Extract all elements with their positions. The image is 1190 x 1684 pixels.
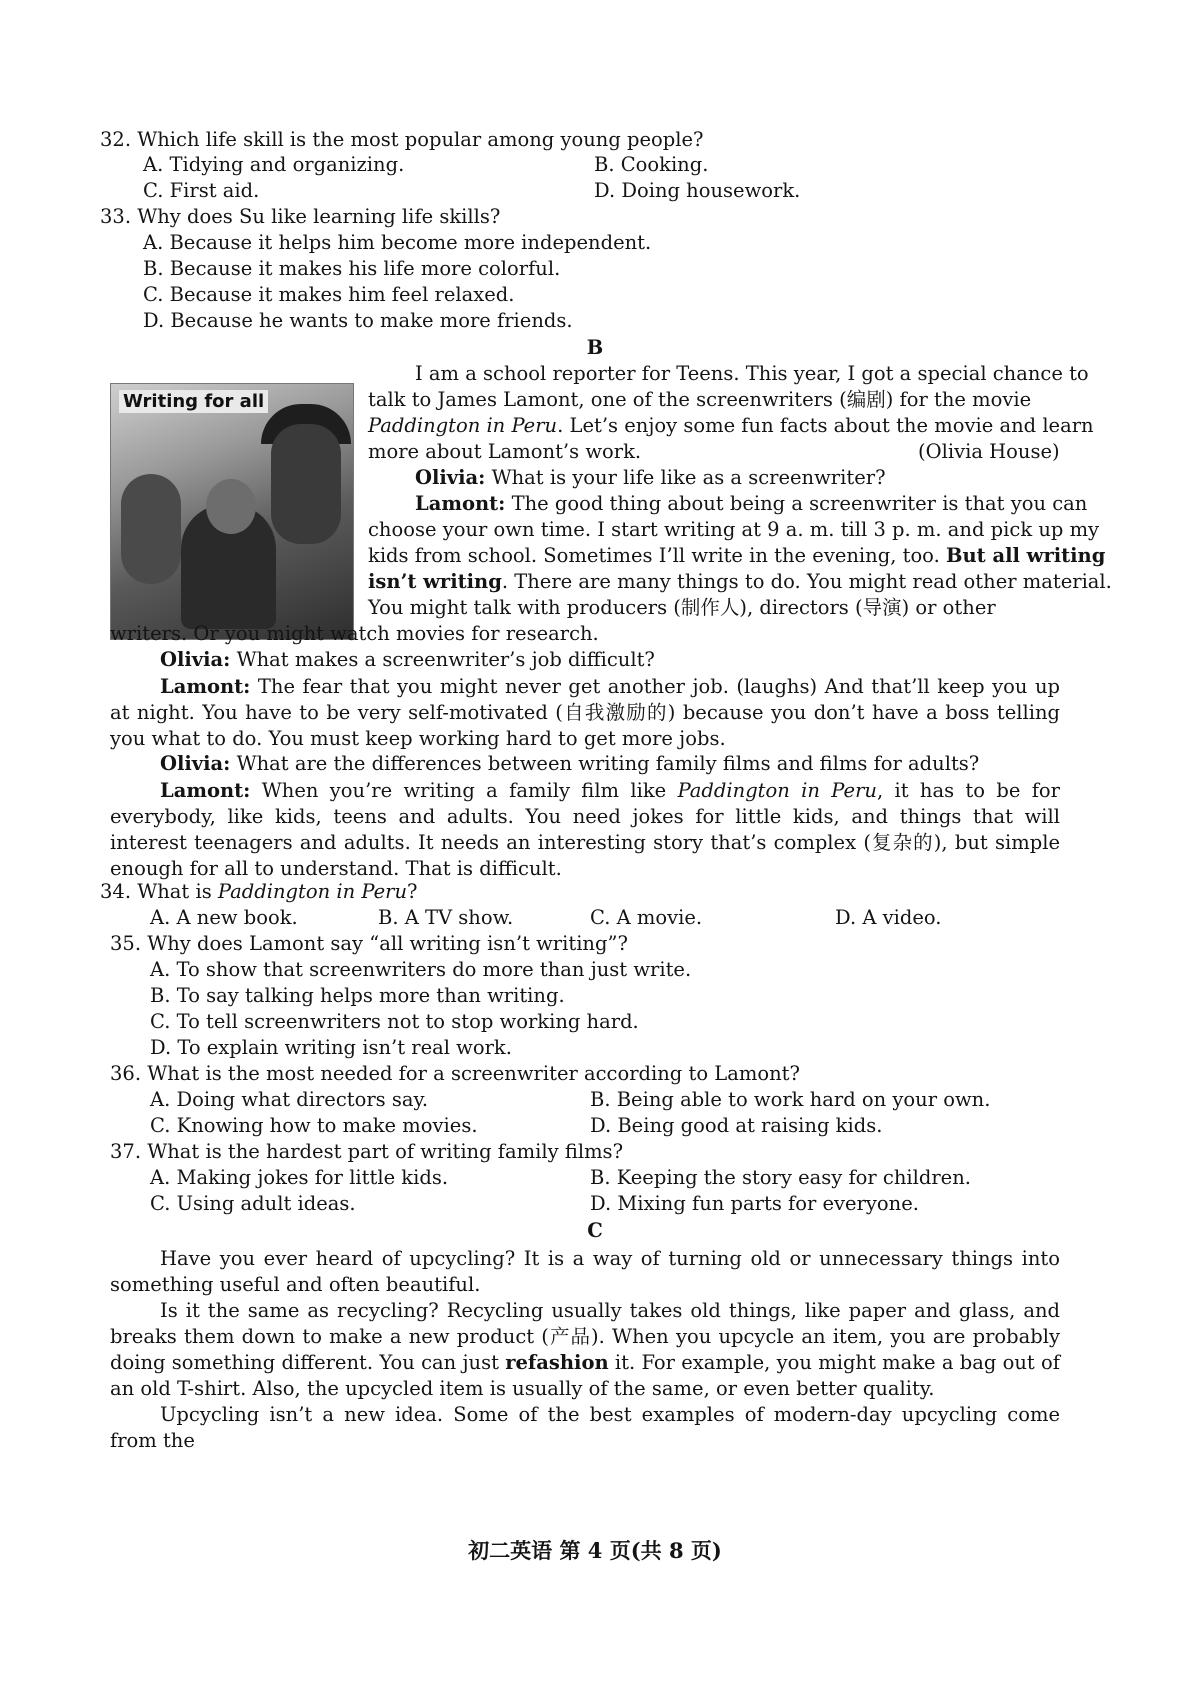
- question-32-option-b: B. Cooking.: [594, 153, 709, 176]
- question-33-option-d: D. Because he wants to make more friends.: [143, 309, 573, 332]
- question-34-stem-post: ?: [407, 880, 418, 903]
- page-footer: 初二英语 第 4 页(共 8 页): [468, 1538, 722, 1563]
- question-3-text: What are the differences between writing family films and films for adults?: [236, 752, 980, 775]
- question-32-option-d: D. Doing housework.: [594, 179, 801, 202]
- question-32-option-a: A. Tidying and organizing.: [143, 153, 405, 176]
- person-figure-head: [206, 479, 256, 534]
- question-32-stem: 32. Which life skill is the most popular among young people?: [100, 128, 704, 151]
- question-33-stem: 33. Why does Su like learning life skills?: [100, 205, 501, 228]
- question-34-stem: [100, 880, 418, 904]
- answer-1-text-1: The good thing about being a screenwriter is that you can: [511, 492, 1088, 515]
- question-34-movie-title: Paddington in Peru: [217, 880, 408, 903]
- question-2-text: What makes a screenwriter’s job difficult?: [236, 648, 655, 671]
- answer-1-text-3: kids from school. Sometimes I’ll write in the evening, too.: [368, 544, 946, 567]
- bear-figure-right: [271, 424, 341, 544]
- question-36-option-a: A. Doing what directors say.: [150, 1088, 429, 1111]
- lamont-answer-1-line-5: You might talk with producers (制作人), directors (导演) or other: [368, 596, 996, 619]
- intro-line-1: I am a school reporter for Teens. This year, I got a special chance to: [415, 362, 1089, 385]
- question-34-option-d: D. A video.: [835, 906, 942, 929]
- section-b-heading: B: [586, 336, 604, 359]
- lamont-answer-2: [110, 674, 1060, 752]
- question-33-option-b: B. Because it makes his life more colorful.: [143, 257, 561, 280]
- refashion-word: refashion: [505, 1351, 609, 1374]
- answer-3-text-pre: When you’re writing a family film like: [261, 779, 678, 802]
- question-35-option-b: B. To say talking helps more than writing.: [150, 984, 565, 1007]
- olivia-question-1: [415, 466, 886, 490]
- question-35-option-d: D. To explain writing isn’t real work.: [150, 1036, 512, 1059]
- answer-3-text-rest: , it has to be for everybody, like kids, teens and adults. You need jokes for little kids, and things that will interest teenagers and adults. It needs an interesting story that’s complex (复杂的), but simple enough for all to understand. That is difficult.: [110, 779, 1060, 880]
- olivia-question-3: [160, 752, 979, 776]
- question-32-option-c: C. First aid.: [143, 179, 260, 202]
- speaker-olivia: Olivia:: [160, 752, 231, 775]
- movie-title: Paddington in Peru: [368, 414, 558, 437]
- lamont-answer-1-line-2: choose your own time. I start writing at 9 a. m. till 3 p. m. and pick up my: [368, 518, 1100, 541]
- paragraph-2-text-rest: it. For example, you might make a bag out of an old T-shirt. Also, the upcycled item is usually of the same, or even better quality.: [110, 1351, 1060, 1400]
- lamont-answer-1-line-6: writers. Or you might watch movies for research.: [110, 622, 599, 645]
- question-37-option-d: D. Mixing fun parts for everyone.: [590, 1192, 919, 1215]
- byline: (Olivia House): [918, 440, 1060, 463]
- question-36-option-c: C. Knowing how to make movies.: [150, 1114, 478, 1137]
- answer-1-text-4: . There are many things to do. You might read other material.: [501, 570, 1112, 593]
- question-37-option-b: B. Keeping the story easy for children.: [590, 1166, 971, 1189]
- answer-1-bold-1: But all writing: [945, 544, 1106, 567]
- question-37-option-c: C. Using adult ideas.: [150, 1192, 356, 1215]
- question-36-option-b: B. Being able to work hard on your own.: [590, 1088, 991, 1111]
- section-c-heading: C: [587, 1219, 603, 1242]
- speaker-lamont: Lamont:: [415, 492, 506, 515]
- answer-3-movie-title: Paddington in Peru: [677, 779, 877, 802]
- question-37-stem: 37. What is the hardest part of writing family films?: [110, 1140, 624, 1163]
- question-34-option-c: C. A movie.: [590, 906, 703, 929]
- question-36-stem: 36. What is the most needed for a screenwriter according to Lamont?: [110, 1062, 800, 1085]
- speaker-lamont: Lamont:: [160, 675, 251, 698]
- question-35-option-c: C. To tell screenwriters not to stop working hard.: [150, 1010, 639, 1033]
- lamont-answer-1-line-1: [415, 492, 1087, 516]
- section-c-paragraph-1: Have you ever heard of upcycling? It is a way of turning old or unnecessary things into something useful and often beautiful.: [110, 1247, 1060, 1296]
- figure-title: Writing for all: [119, 390, 268, 413]
- speaker-olivia: Olivia:: [415, 466, 486, 489]
- question-35-stem: 35. Why does Lamont say “all writing isn’t writing”?: [110, 932, 628, 955]
- answer-2-text: The fear that you might never get another job. (laughs) And that’ll keep you up at night. You have to be very self-motivated (自我激励的) because you don’t have a boss telling you what to do. You must keep working hard to get more jobs.: [110, 675, 1060, 750]
- intro-line-3: [368, 414, 1094, 438]
- speaker-lamont: Lamont:: [160, 779, 251, 802]
- question-35-option-a: A. To show that screenwriters do more than just write.: [150, 958, 692, 981]
- question-33-option-a: A. Because it helps him become more independent.: [143, 231, 652, 254]
- paragraph-2-text-pre: Is it the same as recycling? Recycling usually takes old things, like paper and glass, and breaks them down to make a new product (产品). When you upcycle an item, you are probably doing something different. You can just: [110, 1299, 1060, 1374]
- intro-line-3-rest: . Let’s enjoy some fun facts about the movie and learn: [557, 414, 1094, 437]
- answer-1-bold-2: isn’t writing: [368, 570, 502, 593]
- lamont-answer-1-line-4: [368, 570, 1112, 594]
- question-37-option-a: A. Making jokes for little kids.: [150, 1166, 449, 1189]
- section-c-paragraph-3: Upcycling isn’t a new idea. Some of the best examples of modern-day upcycling come from the: [110, 1403, 1060, 1452]
- section-c-paragraph-2: [110, 1298, 1060, 1402]
- speaker-olivia: Olivia:: [160, 648, 231, 671]
- lamont-answer-1-line-3: [368, 544, 1105, 568]
- question-1-text: What is your life like as a screenwriter?: [491, 466, 886, 489]
- intro-line-4: more about Lamont’s work.: [368, 440, 642, 463]
- question-34-stem-pre: 34. What is: [100, 880, 218, 903]
- bear-figure-left: [121, 474, 181, 584]
- writing-for-all-photo: [110, 383, 354, 640]
- question-34-option-b: B. A TV show.: [378, 906, 514, 929]
- question-36-option-d: D. Being good at raising kids.: [590, 1114, 883, 1137]
- question-34-option-a: A. A new book.: [150, 906, 298, 929]
- olivia-question-2: [160, 648, 655, 672]
- intro-line-2: talk to James Lamont, one of the screenwriters (编剧) for the movie: [368, 388, 1032, 411]
- lamont-answer-3: [110, 778, 1060, 882]
- question-33-option-c: C. Because it makes him feel relaxed.: [143, 283, 515, 306]
